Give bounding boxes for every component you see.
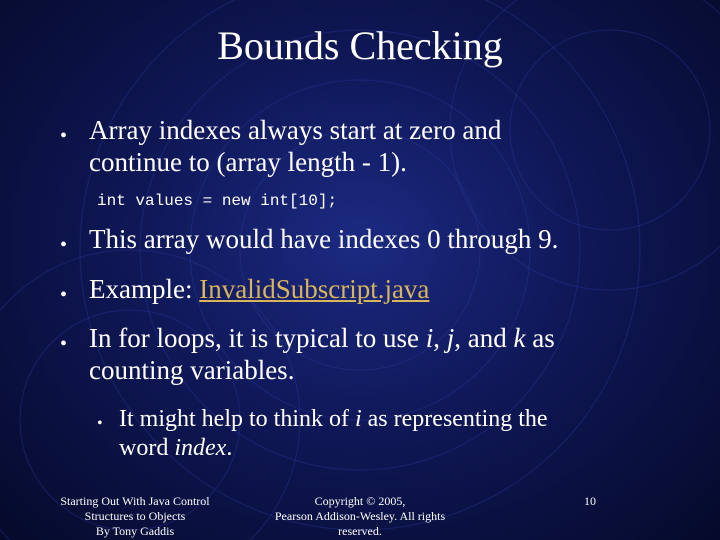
bullet-line [97,434,697,463]
footer-line: By Tony Gaddis [95,524,175,538]
bullet-example [60,273,700,305]
var-i: i [354,406,362,432]
sub-bullet-index-hint [97,405,697,463]
footer-line: Structures to Objects [84,509,186,523]
footer-line: Copyright © 2005, [314,494,406,508]
footer-book-info [40,494,230,539]
bullet-dot: • [97,415,103,432]
bullet-line: continue to (array length - 1). [89,147,407,177]
text-segment: In for loops, it is typical to use [89,323,426,353]
text-segment: , and [454,323,514,353]
var-i: i [425,323,434,353]
bullet-line [60,322,700,354]
bullet-line [97,405,697,434]
bullet-line [60,273,700,305]
example-label: Example: [89,274,200,304]
text-segment: . [226,435,233,461]
bullet-line: counting variables. [89,355,295,385]
bullet-line: This array would have indexes 0 through 9. [89,224,559,254]
footer-copyright [262,494,458,539]
text-segment: as representing the [361,406,548,432]
page-number: 10 [584,494,596,508]
bullet-indexes-range [60,223,700,255]
footer-line: Starting Out With Java Control [60,494,210,508]
slide-title: Bounds Checking [217,23,503,68]
bullet-dot: • [60,234,68,256]
bullet-dot: • [60,284,68,306]
footer-line: Pearson Addison-Wesley. All rights [274,509,446,523]
bullet-dot: • [60,333,68,355]
text-segment: as [525,323,555,353]
text-segment: , [433,323,447,353]
word-index: index [174,435,227,461]
code-snippet: int values = new int[10]; [97,192,338,210]
var-j: j [446,323,455,353]
text-segment: It might help to think of [119,406,355,432]
text-segment: word [119,435,175,461]
bullet-array-indexes [60,114,700,178]
bullet-loop-variables [60,322,700,386]
var-k: k [513,323,526,353]
bullet-line: Array indexes always start at zero and [89,115,502,145]
bullet-dot: • [60,125,68,147]
example-link[interactable]: InvalidSubscript.java [199,274,430,304]
footer-line: reserved. [338,524,382,538]
